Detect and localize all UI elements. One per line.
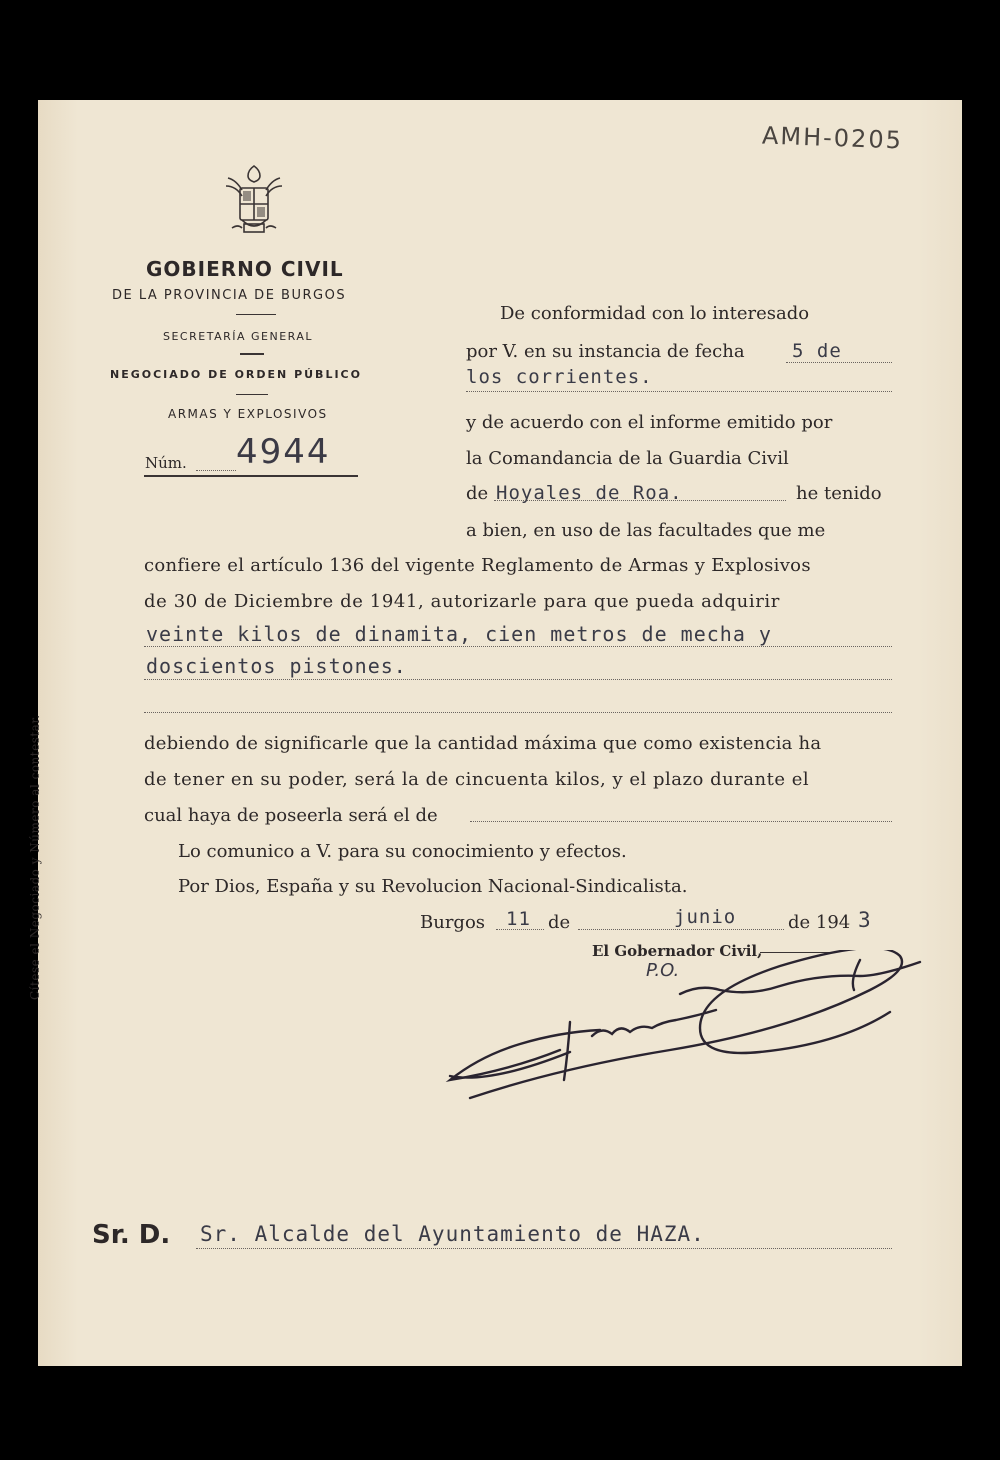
guardia-civil-post: Hoyales de Roa. [496, 482, 683, 504]
fill-line [144, 679, 892, 680]
office-seccion: ARMAS Y EXPLOSIVOS [168, 407, 328, 421]
fill-line [578, 929, 784, 930]
body-line: confiere el artículo 136 del vigente Reglamento de Armas y Explosivos [144, 555, 811, 576]
fill-line [466, 391, 892, 392]
body-line: por V. en su instancia de fecha [466, 341, 745, 362]
archive-reference: AMH-0205 [761, 121, 904, 155]
authorized-materials-cont: doscientos pistones. [146, 654, 407, 678]
fill-line [496, 929, 544, 930]
num-value: 4944 [236, 432, 331, 472]
body-line: de 30 de Diciembre de 1941, autorizarle para que pueda adquirir [144, 591, 780, 612]
body-line: a bien, en uso de las facultades que me [466, 520, 826, 541]
body-line: de [466, 483, 489, 504]
num-label: Núm. [145, 454, 187, 472]
date-de-year: de 194 [788, 912, 851, 933]
body-line: Por Dios, España y su Revolucion Nacional-Sindicalista. [178, 876, 688, 897]
body-line: he tenido [796, 483, 882, 504]
body-line: Lo comunico a V. para su conocimiento y efectos. [178, 841, 627, 862]
fill-line [786, 362, 892, 363]
body-line: la Comandancia de la Guardia Civil [466, 448, 789, 469]
date-month: junio [674, 906, 737, 928]
date-year-digit: 3 [858, 908, 872, 932]
fill-line [470, 821, 892, 822]
office-negociado: NEGOCIADO DE ORDEN PÚBLICO [110, 368, 362, 381]
signature-pp: P.O. [646, 960, 680, 981]
body-line: y de acuerdo con el informe emitido por [466, 412, 833, 433]
date-city: Burgos [420, 912, 486, 933]
num-dots [196, 470, 236, 471]
signatory-title: El Gobernador Civil, [592, 942, 763, 960]
handwritten-signature [440, 950, 950, 1110]
fill-line [144, 646, 892, 647]
coat-of-arms-icon [222, 160, 286, 240]
header-divider [240, 353, 264, 355]
request-date: 5 de [792, 340, 842, 362]
body-line: cual haya de poseerla será el de [144, 805, 438, 826]
office-secretaria: SECRETARÍA GENERAL [163, 330, 314, 343]
office-title: GOBIERNO CIVIL [146, 257, 344, 281]
num-underline [144, 475, 358, 477]
side-note: Cítese el Negociado y Número al contestar. [28, 714, 42, 1000]
request-date-cont: los corrientes. [466, 366, 653, 388]
date-day: 11 [506, 908, 531, 930]
office-province: DE LA PROVINCIA DE BURGOS [112, 288, 347, 303]
header-divider [236, 314, 276, 315]
authorized-materials: veinte kilos de dinamita, cien metros de mecha y [146, 622, 772, 646]
header-divider [236, 394, 268, 395]
recipient-name: Sr. Alcalde del Ayuntamiento de HAZA. [200, 1222, 705, 1246]
fill-line [494, 500, 786, 501]
body-line: De conformidad con lo interesado [500, 303, 810, 324]
recipient-label: Sr. D. [92, 1220, 171, 1250]
recipient-line [196, 1248, 892, 1249]
fill-line [144, 712, 892, 713]
body-line: de tener en su poder, será la de cincuenta kilos, y el plazo durante el [144, 769, 810, 790]
date-de: de [548, 912, 571, 933]
body-line: debiendo de significarle que la cantidad máxima que como existencia ha [144, 733, 822, 754]
